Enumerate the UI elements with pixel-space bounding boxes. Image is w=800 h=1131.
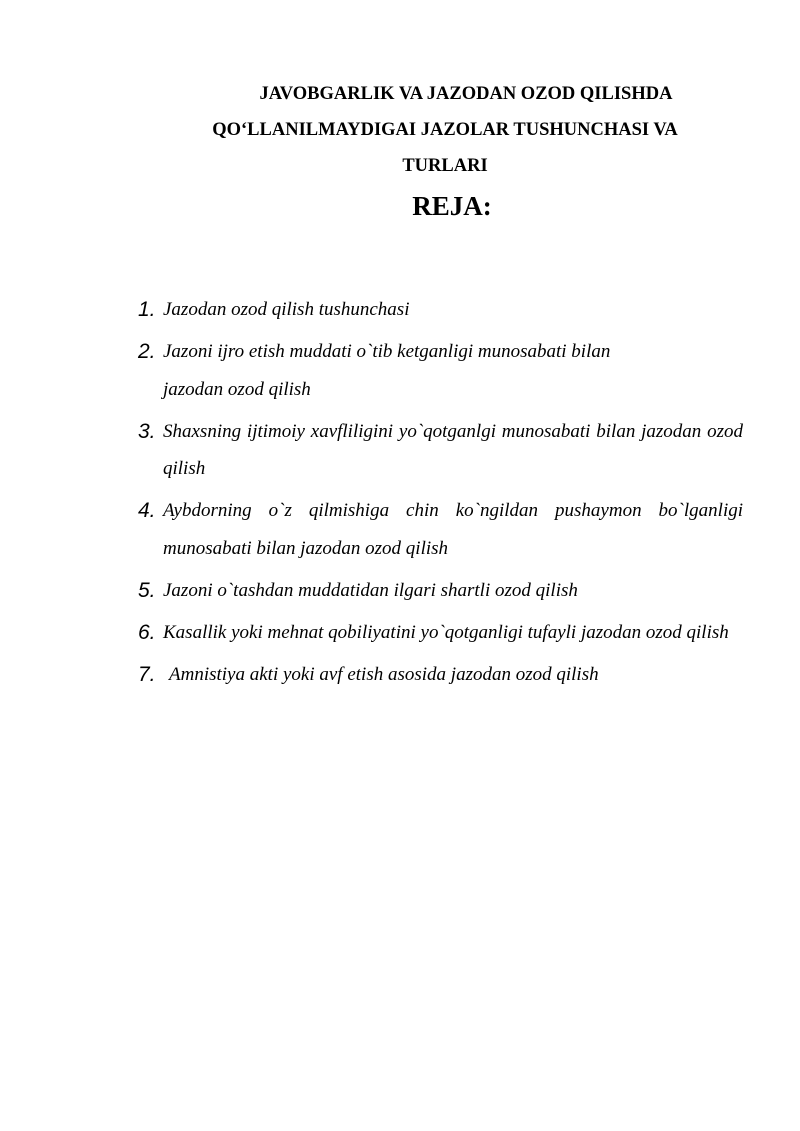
- plan-item-text: Amnistiya akti yoki avf etish asosida jazodan ozod qilish: [169, 663, 599, 685]
- document-title: [120, 76, 770, 184]
- plan-heading: REJA:: [412, 191, 492, 221]
- plan-item: [138, 572, 743, 610]
- plan-item-number: 7.: [138, 662, 156, 686]
- plan-item: [138, 413, 743, 488]
- plan-item-number: 5.: [138, 578, 156, 602]
- plan-item-number: 6.: [138, 620, 156, 644]
- plan-item-text: Jazodan ozod qilish tushunchasi: [163, 299, 410, 320]
- title-line-2: QO‘LLANILMAYDIGAI JAZOLAR TUSHUNCHASI VA: [212, 120, 678, 140]
- plan-list: [138, 291, 743, 698]
- plan-item-number: 3.: [138, 419, 156, 443]
- plan-item-number: 4.: [138, 499, 156, 522]
- plan-item-number: 2.: [138, 340, 156, 363]
- plan-item-text: Shaxsning ijtimoiy xavfliligini yo`qotganlgi munosabati bilan jazodan ozod qilish: [163, 420, 743, 479]
- plan-item-text: Kasallik yoki mehnat qobiliyatini yo`qotganligi tufayli jazodan ozod qilish: [163, 621, 729, 643]
- plan-item: [138, 291, 743, 329]
- plan-item-text: Jazoni ijro etish muddati o`tib ketganligi munosabati bilan jazodan ozod qilish: [163, 341, 611, 400]
- plan-item-number: 1.: [138, 298, 156, 321]
- title-line-1: JAVOBGARLIK VA JAZODAN OZOD QILISHDA: [259, 84, 673, 104]
- plan-item: [138, 656, 743, 694]
- plan-item: [138, 614, 743, 652]
- plan-item-text: Jazoni o`tashdan muddatidan ilgari shartli ozod qilish: [163, 579, 578, 601]
- plan-item: [138, 492, 743, 567]
- plan-item: [138, 333, 743, 408]
- title-line-3: TURLARI: [402, 156, 488, 176]
- plan-item-text: Aybdorning o`z qilmishiga chin ko`ngildan pushaymon bo`lganligi munosabati bilan jazodan ozod qilish: [163, 500, 743, 559]
